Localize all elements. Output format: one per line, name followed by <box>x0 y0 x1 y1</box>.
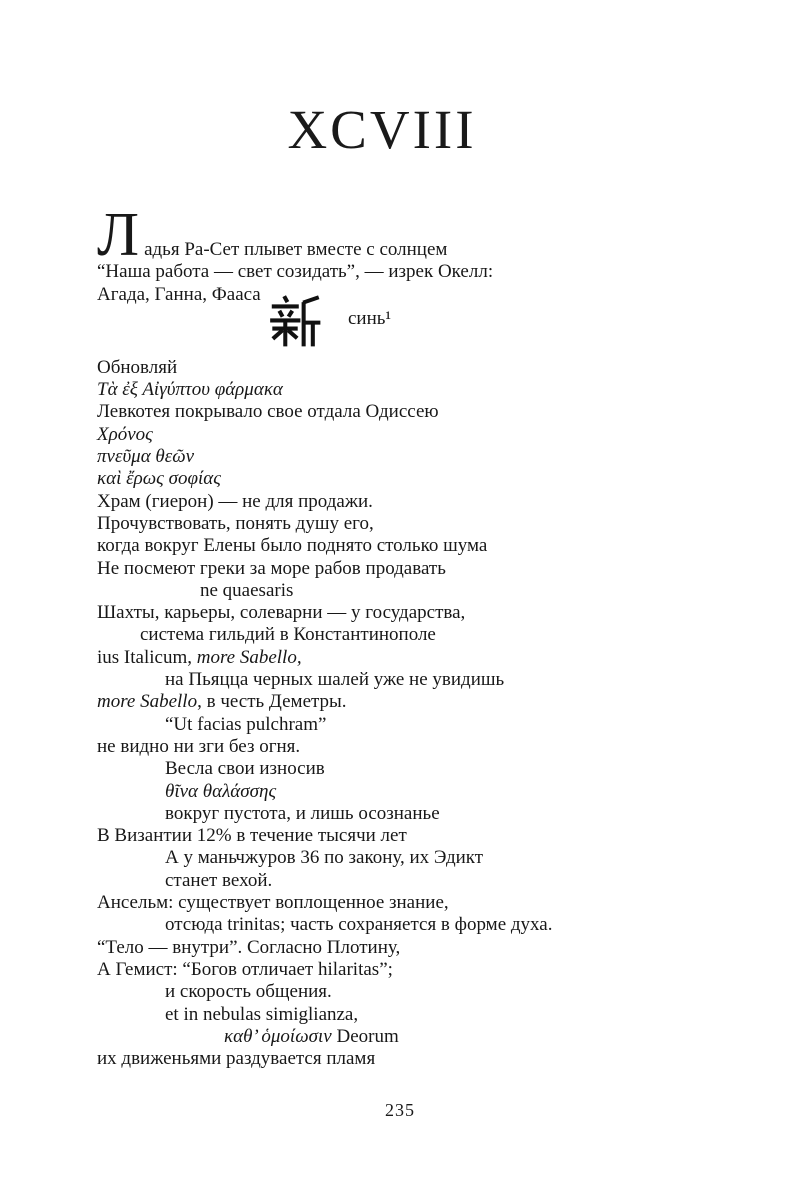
poem-line <box>97 513 667 535</box>
poem-line-text: и скорость общения. <box>165 981 332 1003</box>
poem-line-text: ius Italicum, <box>97 646 197 668</box>
poem-line-text: καθ’ ὁμοίωσιν <box>224 1025 332 1047</box>
poem-line-text: Левкотея покрывало свое отдала Одиссею <box>97 401 439 423</box>
poem-line <box>97 1048 667 1070</box>
ideogram-gloss: синь¹ <box>348 307 392 329</box>
poem-line-text: Агада, Ганна, Фааса <box>97 283 261 305</box>
poem-line-text: , в честь Деметры. <box>197 691 347 713</box>
poem-line-text: Шахты, карьеры, солеварни — у государства, <box>97 602 466 624</box>
poem-line <box>97 937 667 959</box>
poem-line-text: πνεῦμα θεῶν <box>97 446 195 468</box>
poem-line <box>165 847 667 869</box>
poem-line <box>97 424 667 446</box>
poem-line <box>97 892 667 914</box>
poem-line <box>97 535 667 557</box>
ideogram-xin-strokes <box>268 294 322 348</box>
poem-line <box>97 284 667 306</box>
poem-line-text: more Sabello, <box>196 646 302 668</box>
poem-line <box>97 825 667 847</box>
chinese-ideogram-xin <box>268 294 322 348</box>
poem-line-text: А у маньчжуров 36 по закону, их Эдикт <box>165 847 484 869</box>
poem-line <box>97 446 667 468</box>
poem-line <box>165 1004 667 1026</box>
poem-line <box>97 261 667 283</box>
poem-line-text: Обновляй <box>97 356 178 378</box>
poem-line <box>97 357 667 379</box>
poem-line <box>97 379 667 401</box>
poem-line <box>97 491 667 513</box>
poem-line-text: Ансельм: существует воплощенное знание, <box>97 892 449 914</box>
poem-line <box>165 914 667 936</box>
poem-line <box>224 1026 667 1048</box>
poem-line-text: θῖνα θαλάσσης <box>165 780 277 802</box>
poem-line <box>165 981 667 1003</box>
poem-line <box>165 870 667 892</box>
poem-line <box>140 624 667 646</box>
poem-line-text: Не посмеют греки за море рабов продавать <box>97 557 446 579</box>
poem-line-text: когда вокруг Елены было поднято столько шума <box>97 535 488 557</box>
poem-line <box>97 736 667 758</box>
poem-line-text: “Тело — внутри”. Согласно Плотину, <box>97 936 401 958</box>
poem-line-text: адья Ра-Сет плывет вместе с солнцем <box>144 239 448 260</box>
poem-line-text: В Византии 12% в течение тысячи лет <box>97 825 407 847</box>
poem-line-text: их движеньями раздувается пламя <box>97 1048 376 1070</box>
poem-line <box>97 468 667 490</box>
poem-line-text: “Наша работа — свет созидать”, — изрек Окелл: <box>97 261 494 283</box>
poem-line-text: А Гемист: “Богов отличает hilaritas”; <box>97 958 393 980</box>
poem-line-text: станет вехой. <box>165 869 273 891</box>
poem-line <box>97 959 667 981</box>
canto-title: XCVIII <box>287 99 477 160</box>
poem-line-text: more Sabello <box>97 691 198 713</box>
poem-line-text: на Пьяцца черных шалей уже не увидишь <box>165 669 505 691</box>
poem-line-text: ne quaesaris <box>200 579 294 601</box>
poem-line <box>165 803 667 825</box>
poem-line <box>165 781 667 803</box>
poem-line-text: не видно ни зги без огня. <box>97 735 301 757</box>
page-number: 235 <box>385 1100 415 1120</box>
poem-line-text: система гильдий в Константинополе <box>140 624 436 646</box>
poem-line <box>97 401 667 423</box>
poem-line-text: отсюда trinitas; часть сохраняется в форме духа. <box>165 914 553 936</box>
poem-line-text: καὶ ἔρως σοφίας <box>97 468 221 490</box>
text-block <box>97 0 667 1070</box>
poem-line <box>97 602 667 624</box>
drop-cap: Л <box>97 201 141 269</box>
poem-line-text: вокруг пустота, и лишь осознанье <box>165 802 440 824</box>
poem-line-text: et in nebulas simiglianza, <box>165 1003 359 1025</box>
poem-line <box>97 558 667 580</box>
poem-line-text: Храм (гиерон) — не для продажи. <box>97 490 373 512</box>
poem-line <box>165 669 667 691</box>
poem <box>97 201 667 1070</box>
poem-line <box>165 758 667 780</box>
poem-line-text: “Ut facias pulchram” <box>165 713 327 735</box>
poem-line <box>165 714 667 736</box>
poem-line <box>97 691 667 713</box>
poem-line-text: Прочувствовать, понять душу его, <box>97 512 374 534</box>
poem-line-text: Deorum <box>331 1025 399 1047</box>
poem-line <box>97 647 667 669</box>
poem-line <box>97 201 667 269</box>
poem-line-text: Χρόνος <box>97 423 153 445</box>
poem-line-text: Τὰ ἐξ Αἰγύπτου φάρμακα <box>97 379 283 401</box>
poem-line-text: Весла свои износив <box>165 758 325 780</box>
poem-line <box>200 580 667 602</box>
ideogram-row <box>97 306 667 357</box>
